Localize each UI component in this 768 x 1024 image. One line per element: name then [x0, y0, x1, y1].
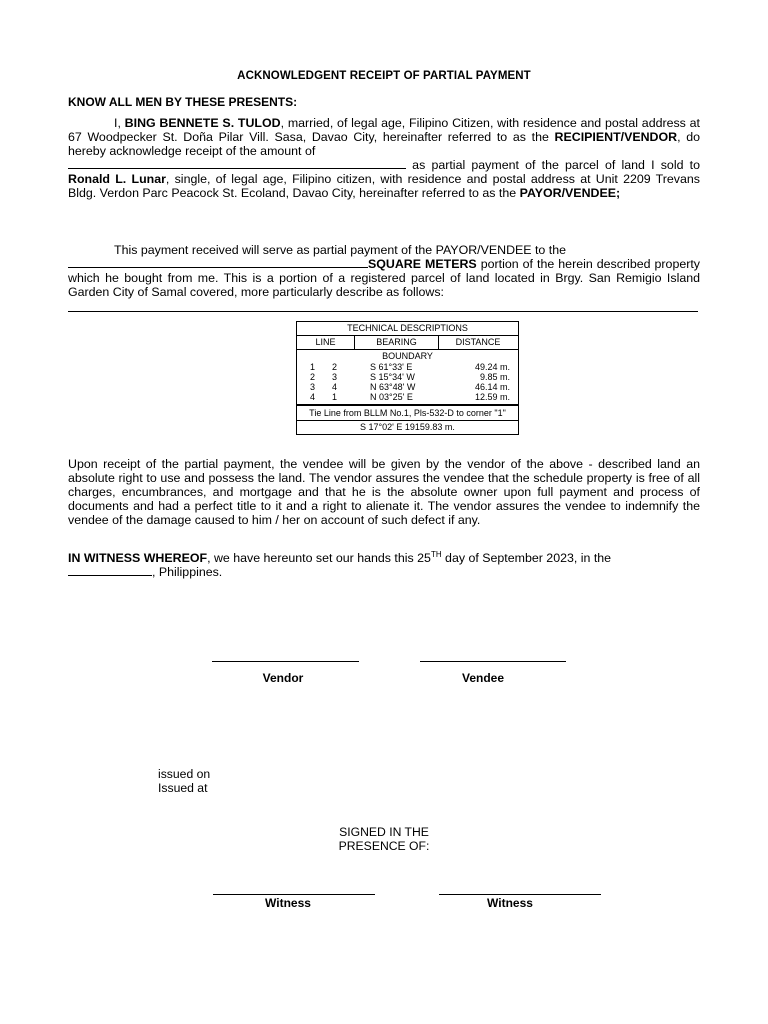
paragraph-witness: IN WITNESS WHEREOF, we have hereunto set our hands this 25TH day of September 2023, in the , Philippines. — [68, 550, 612, 580]
table-header: TECHNICAL DESCRIPTIONS — [297, 322, 518, 336]
place-blank — [68, 565, 152, 576]
paragraph-payment: This payment received will serve as partial payment of the PAYOR/VENDEE to the SQUARE METERS portion of the herein described property which he bought from me. This is a portion of a registered parcel of land located in Brgy. San Remigio Island Garden City of Samal covered, more particularly describe as follows: — [68, 243, 700, 299]
vendor-label: Vendor — [262, 671, 304, 685]
know-all-heading: KNOW ALL MEN BY THESE PRESENTS: — [68, 95, 298, 109]
witness-1-signature-line — [213, 894, 375, 895]
vendee-name: Ronald L. Lunar — [68, 172, 166, 186]
vendee-signature-line — [420, 661, 566, 662]
technical-description-table — [296, 321, 519, 435]
witness-whereof-lead: IN WITNESS WHEREOF — [68, 551, 208, 566]
tie-line-label: Tie Line from BLLM No.1, Pls-532-D to corner "1" — [297, 406, 518, 421]
signed-presence-line2: PRESENCE OF: — [338, 839, 430, 853]
witness-2-signature-line — [439, 894, 601, 895]
description-blank-line — [68, 311, 698, 312]
table-row: 4 1 N 03°25' E 12.59 m. — [310, 392, 510, 402]
vendee-label: Vendee — [461, 671, 505, 685]
recipient-role: RECIPIENT/VENDOR — [554, 130, 678, 144]
square-meters-label: SQUARE METERS — [368, 257, 477, 271]
document-title: ACKNOWLEDGENT RECEIPT OF PARTIAL PAYMENT — [237, 70, 531, 82]
area-blank — [68, 257, 368, 268]
witness-2-label: Witness — [487, 896, 533, 910]
issued-on-label: issued on — [158, 767, 211, 781]
col-line: LINE — [297, 336, 355, 349]
col-distance: DISTANCE — [455, 337, 501, 347]
paragraph-conditions: Upon receipt of the partial payment, the vendee will be given by the vendor of the above - described land an absolute right to use and possess the land. The vendor assures the vendee that the schedule property is free of all charges, encumbrances, and mortgage and that he is the absolute owner upon full payment and process of documents and had a perfect title to it and a right to alienate it. The vendor assures the vendee to indemnify the vendee of the damage caused to him / her on account of such defect if any. — [68, 457, 700, 527]
table-row: 3 4 N 63°48' W 46.14 m. — [310, 382, 510, 392]
vendor-name: BING BENNETE S. TULOD — [124, 116, 281, 130]
payor-role: PAYOR/VENDEE; — [519, 186, 621, 200]
paragraph-recipient: I, BING BENNETE S. TULOD, married, of legal age, Filipino Citizen, with residence and postal address at 67 Woodpecker St. Doña Pilar Vill. Sasa, Davao City, hereinafter referred to as the RECIPIENT/VENDOR, do hereby acknowledge receipt of the amount of as partial payment of the parcel of land I sold to Ronald L. Lunar, single, of legal age, Filipino citizen, with residence and postal address at Unit 2209 Trevans Bldg. Verdon Parc Peacock St. Ecoland, Davao City, hereinafter referred to as the PAYOR/VENDEE; — [68, 116, 700, 200]
amount-blank — [68, 158, 406, 169]
signed-presence-line1: SIGNED IN THE — [339, 825, 429, 839]
table-row: 2 3 S 15°34' W 9.85 m. — [310, 372, 510, 382]
vendor-signature-line — [212, 661, 359, 662]
boundary-label: BOUNDARY — [382, 351, 433, 361]
issued-at-label: Issued at — [158, 781, 208, 795]
witness-1-label: Witness — [265, 896, 311, 910]
col-bearing: BEARING — [355, 336, 439, 349]
table-row: 1 2 S 61°33' E 49.24 m. — [310, 362, 510, 372]
tie-line-value: S 17°02' E 19159.83 m. — [360, 422, 455, 432]
